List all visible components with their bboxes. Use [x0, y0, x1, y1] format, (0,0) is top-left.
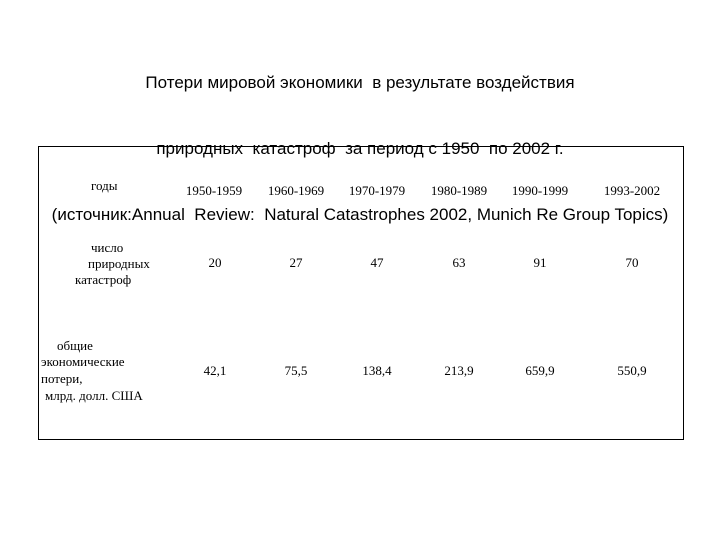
row-header-count-line-1: число: [91, 240, 124, 255]
disaster-count-cell: 70: [625, 255, 639, 270]
period-header: 1970-1979: [348, 183, 406, 198]
period-header: 1980-1989: [430, 183, 488, 198]
disaster-count-cell: 27: [289, 255, 303, 270]
period-header: 1960-1969: [267, 183, 325, 198]
economic-loss-cell: 42,1: [203, 363, 227, 378]
row-header-loss-line-1: общие: [57, 338, 93, 353]
economic-loss-cell: 75,5: [284, 363, 308, 378]
economic-loss-cell: 550,9: [617, 363, 647, 378]
period-header: 1990-1999: [511, 183, 569, 198]
disaster-count-cell: 47: [370, 255, 384, 270]
disaster-count-cell: 91: [533, 255, 547, 270]
period-header: 1950-1959: [185, 183, 243, 198]
row-header-years: годы: [91, 178, 118, 193]
row-header-loss-line-2: экономические: [41, 354, 125, 369]
row-header-loss-line-4: млрд. долл. США: [45, 388, 143, 403]
economic-loss-cell: 213,9: [444, 363, 474, 378]
row-header-loss-line-3: потери,: [41, 371, 83, 386]
disaster-count-cell: 63: [452, 255, 466, 270]
row-header-count-line-2: природных: [88, 256, 150, 271]
economic-loss-cell: 659,9: [525, 363, 555, 378]
title-line-3: (источник:Annual Review: Natural Catastrophes 2002, Munich Re Group Topics): [51, 205, 669, 224]
title-line-1: Потери мировой экономики в результате воздействия: [145, 73, 575, 92]
period-header: 1993-2002: [603, 183, 661, 198]
title-line-2: природных катастроф за период с 1950 по 2002 г.: [156, 139, 564, 158]
disaster-count-cell: 20: [208, 255, 222, 270]
economic-loss-cell: 138,4: [362, 363, 392, 378]
row-header-count-line-3: катастроф: [75, 272, 132, 287]
